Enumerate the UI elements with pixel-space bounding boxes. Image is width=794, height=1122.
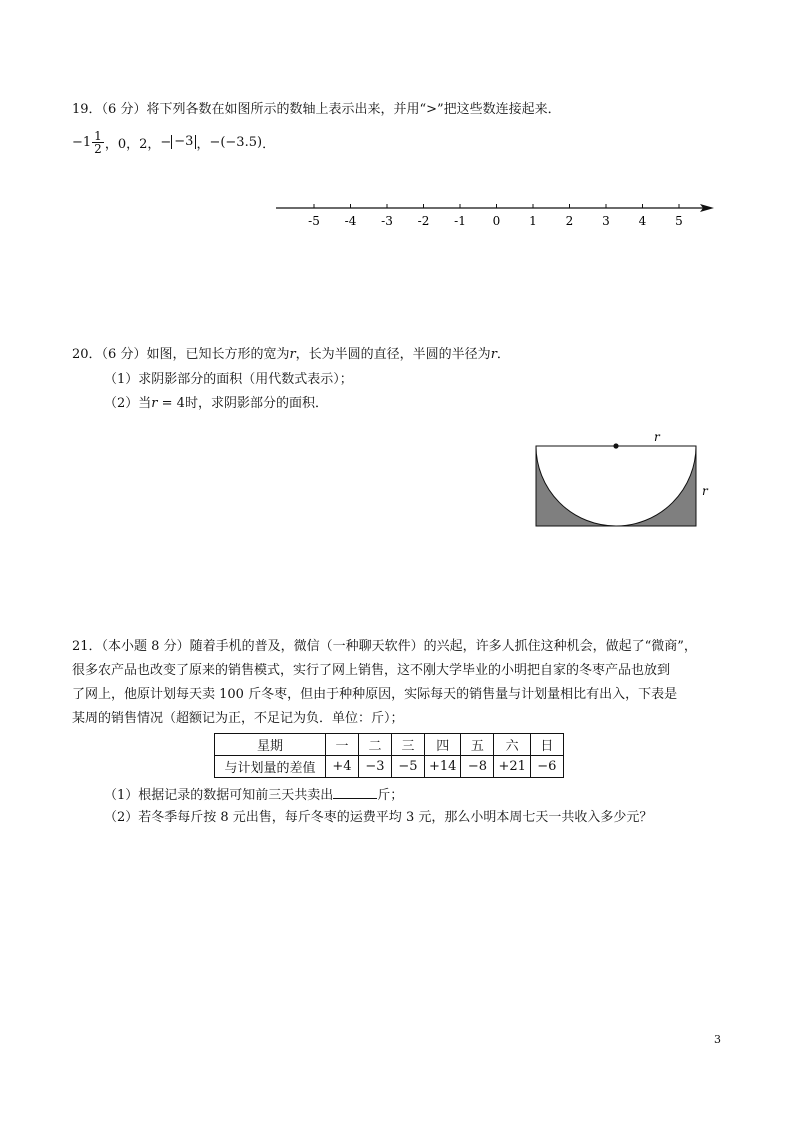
table-day: 二 <box>359 734 392 756</box>
q20-part2-eq: = 4 <box>157 396 185 411</box>
table-day: 一 <box>326 734 359 756</box>
q19-frac-numerator: 1 <box>94 128 102 143</box>
q19-numbers <box>72 124 275 160</box>
number-line-label: 1 <box>529 214 537 228</box>
q20-header-a: 20．（6 分）如图，已知长方形的宽为 <box>72 347 290 362</box>
number-line-label: -5 <box>308 214 320 228</box>
number-line <box>270 196 720 236</box>
label-radius-top: r <box>654 430 660 444</box>
number-line-label: 2 <box>565 214 574 228</box>
q20-var-r-2: r <box>490 347 497 362</box>
q19-num3: −(−3.5) <box>209 134 263 150</box>
q21-line3: 了网上，他原计划每天卖 100 斤冬枣，但由于种种原因，实际每天的销售量与计划量相比有出入，下表是 <box>72 687 678 702</box>
table-row-label: 与计划量的差值 <box>215 756 326 778</box>
q21-part2: （2）若冬季每斤按 8 元出售，每斤冬枣的运费平均 3 元，那么小明本周七天一共收入多少元？ <box>104 810 653 825</box>
q20-part2 <box>104 395 328 413</box>
table-header-row <box>215 734 564 756</box>
number-line-label: 5 <box>675 214 683 228</box>
q19-frac-denominator: 2 <box>94 141 102 156</box>
q19-sep1: ，0，2， <box>104 136 161 152</box>
q20-part2-var: r <box>151 396 158 411</box>
label-width-right: r <box>702 484 708 498</box>
q21-line2: 很多农产品也改变了原来的销售模式，实行了网上销售，这不刚大学毕业的小明把自家的冬枣产品也放到 <box>72 663 671 678</box>
q21-part1-a: （1）根据记录的数据可知前三天共卖出 <box>104 788 334 803</box>
q20-header-c: ． <box>496 347 510 362</box>
shaded-region <box>536 446 696 526</box>
table-day: 日 <box>530 734 563 756</box>
rectangle-semicircle-figure <box>530 428 720 532</box>
q19-end: ． <box>262 136 276 152</box>
q19-sep2: ， <box>196 136 210 152</box>
q20-part2-b: 时，求阴影部分的面积． <box>184 396 328 411</box>
q19-num1-prefix: −1 <box>72 134 92 150</box>
number-line-label: 4 <box>638 214 647 228</box>
center-point <box>613 443 618 448</box>
table-value: −5 <box>392 756 425 778</box>
number-line-label: -3 <box>381 214 393 228</box>
number-line-label: -2 <box>417 214 430 228</box>
page-number: 3 <box>714 1033 721 1046</box>
table-value-row <box>215 756 564 778</box>
q19-num2-abs: −3 <box>171 135 196 149</box>
table-value: +4 <box>326 756 359 778</box>
table-value: +21 <box>494 756 530 778</box>
q21-part1 <box>104 785 403 805</box>
q20-var-r: r <box>289 347 296 362</box>
table-day: 六 <box>494 734 530 756</box>
q21-part1-b: 斤； <box>377 788 404 803</box>
table-value: −6 <box>530 756 563 778</box>
q19-num2-prefix: − <box>160 134 172 150</box>
q21-line4: 某周的销售情况（超额记为正，不足记为负．单位：斤）； <box>72 711 404 726</box>
q20-header-b: ，长为半圆的直径，半圆的半径为 <box>295 347 491 362</box>
number-line-label: -4 <box>344 214 357 228</box>
sales-table <box>214 733 564 778</box>
q20-part2-a: （2）当 <box>104 396 152 411</box>
q19-num1-fraction <box>92 130 104 155</box>
table-day: 五 <box>461 734 494 756</box>
table-value: −3 <box>359 756 392 778</box>
number-line-label: -1 <box>454 214 466 228</box>
q21-line1: 21．（本小题 8 分）随着手机的普及，微信（一种聊天软件）的兴起，许多人抓住这种机会，做起了“微商”， <box>72 639 697 654</box>
table-header-label: 星期 <box>215 734 326 756</box>
q20-header <box>72 346 510 364</box>
table-day: 四 <box>425 734 461 756</box>
table-value: +14 <box>425 756 461 778</box>
number-line-label: 0 <box>492 214 501 228</box>
answer-blank[interactable] <box>333 785 377 799</box>
table-value: −8 <box>461 756 494 778</box>
number-line-label: 3 <box>602 214 610 228</box>
q19-header: 19．（6 分）将下列各数在如图所示的数轴上表示出来，并用“>”把这些数连接起来． <box>72 102 561 117</box>
q20-part1: （1）求阴影部分的面积（用代数式表示）； <box>104 372 353 387</box>
table-day: 三 <box>392 734 425 756</box>
